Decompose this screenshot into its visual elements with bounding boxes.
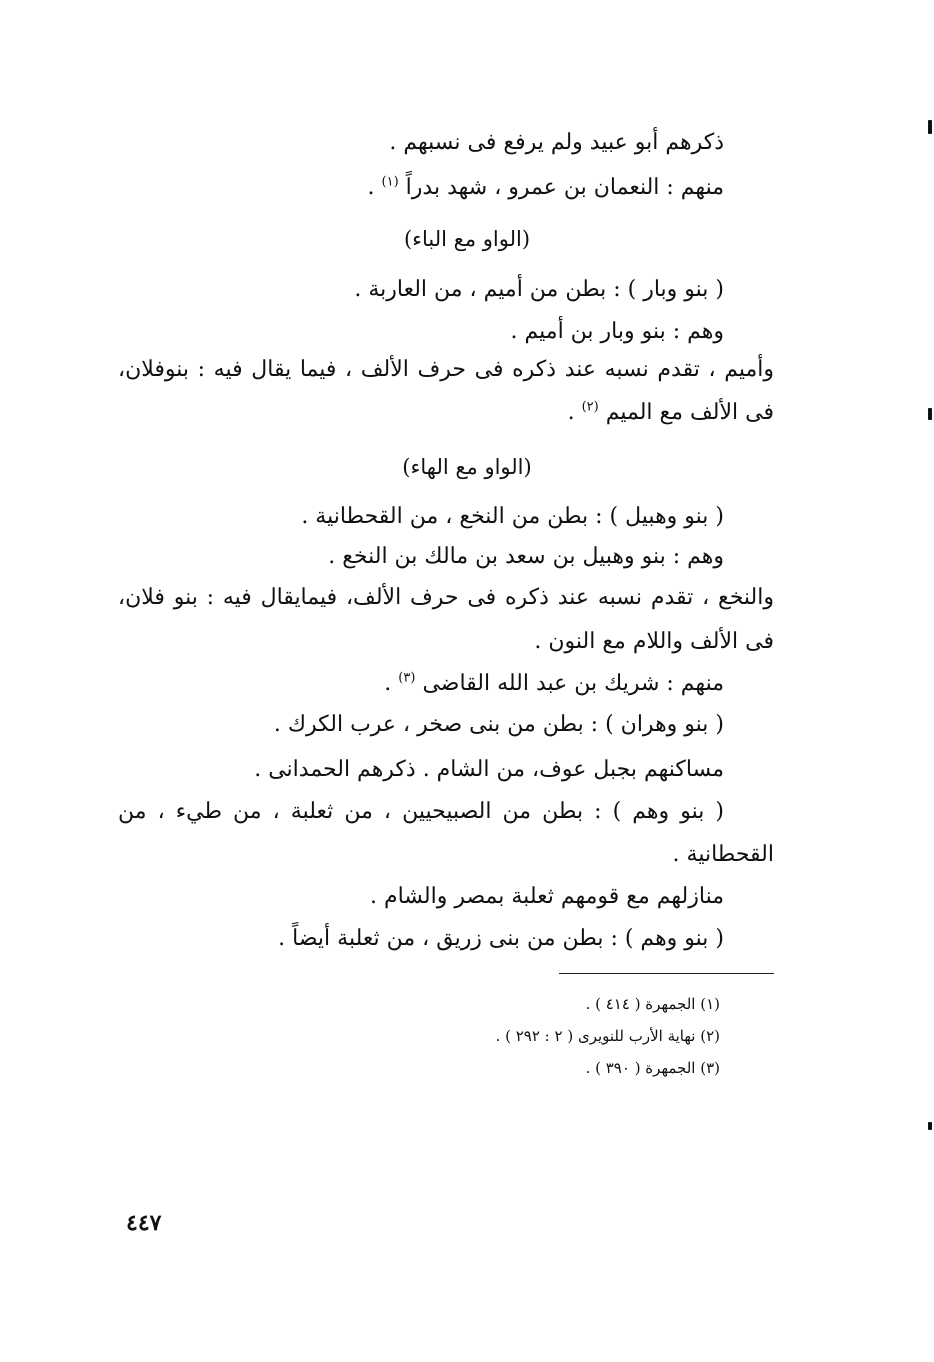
text-line: وهم : بنو وبار بن أميم . [510, 319, 724, 344]
text-line: مساكنهم بجبل عوف، من الشام . ذكرهم الحمدانى . [254, 757, 724, 782]
text-line: منازلهم مع قومهم ثعلبة بمصر والشام . [369, 884, 724, 909]
text-line [368, 173, 724, 203]
footnote-ref: (٢) [581, 399, 599, 415]
text-line: ( بنو وهم ) : بطن من بنى زريق ، من ثعلبة أيضاً . [278, 926, 724, 951]
scan-edge-mark [928, 408, 932, 420]
line-end-period: . [367, 175, 375, 200]
text-line: وأميم ، تقدم نسبه عند ذكره فى حرف الألف ، فيما يقال فيه : بنوفلان، [118, 357, 774, 382]
text-line-body: فى الألف مع الميم [605, 400, 774, 425]
text-line: فى الألف واللام مع النون . [534, 629, 774, 654]
footnote-ref: (٣) [398, 670, 416, 686]
page-number: ٤٤٧ [126, 1210, 162, 1236]
text-line: وهم : بنو وهبيل بن سعد بن مالك بن النخع . [328, 544, 724, 569]
text-line [384, 669, 724, 699]
section-heading: (الواو مع الهاء) [402, 455, 532, 479]
text-line: ( بنو وهران ) : بطن من بنى صخر ، عرب الكرك . [273, 712, 724, 737]
scan-edge-mark [928, 1122, 932, 1130]
footnote: (١) الجمهرة ( ٤١٤ ) . [585, 995, 720, 1013]
footnote: (٢) نهاية الأرب للنويرى ( ٢ : ٢٩٢ ) . [495, 1027, 720, 1045]
text-line: ( بنو وبار ) : بطن من أميم ، من العاربة . [354, 277, 724, 302]
scan-edge-mark [928, 120, 932, 134]
text-line: ( بنو وهبيل ) : بطن من النخع ، من القحطانية . [301, 504, 724, 529]
footnote-ref: (١) [381, 174, 399, 190]
line-end-period: . [567, 400, 575, 425]
section-heading: (الواو مع الباء) [403, 227, 531, 251]
text-line: والنخع ، تقدم نسبه عند ذكره فى حرف الألف، فيمايقال فيه : بنو فلان، [118, 585, 774, 610]
text-line-body: منهم : النعمان بن عمرو ، شهد بدراً [405, 175, 724, 200]
line-end-period: . [384, 671, 392, 696]
text-line: القحطانية . [672, 842, 774, 867]
footnote: (٣) الجمهرة ( ٣٩٠ ) . [585, 1059, 720, 1077]
text-line: ذكرهم أبو عبيد ولم يرفع فى نسبهم . [389, 130, 724, 155]
text-line [568, 398, 774, 428]
text-line-body: منهم : شريك بن عبد الله القاضى [422, 671, 724, 696]
footnote-separator [559, 973, 774, 974]
text-line: ( بنو وهم ) : بطن من الصبيحيين ، من ثعلبة ، من طيء ، من [118, 799, 724, 824]
